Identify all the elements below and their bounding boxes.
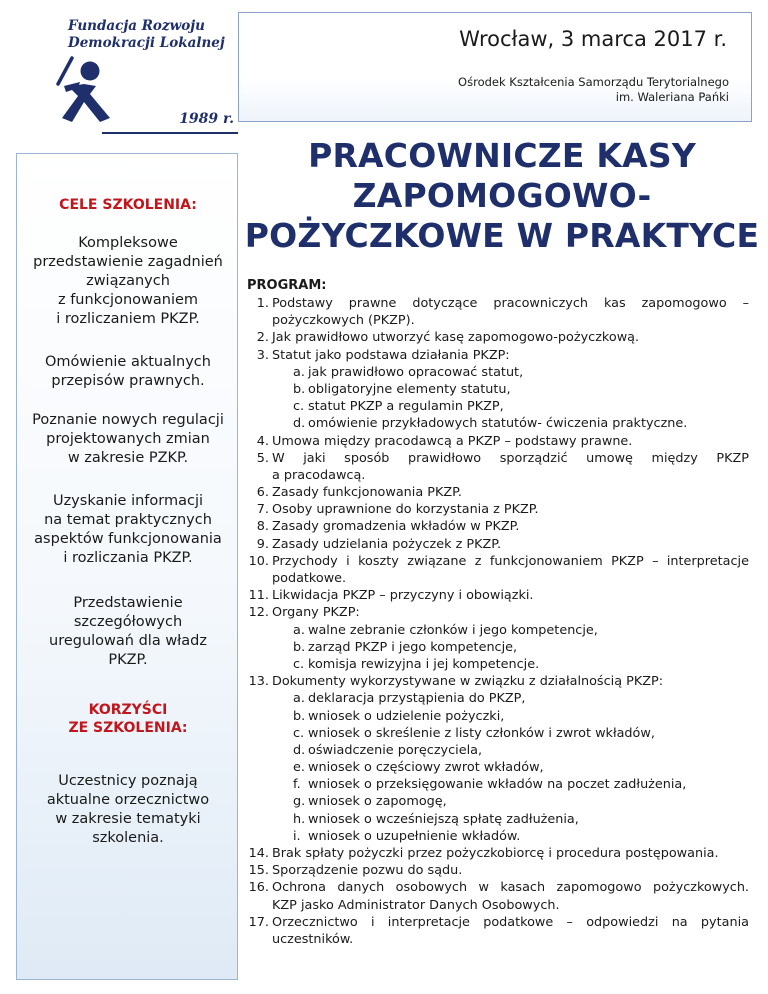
program-subitem-letter: d. (293, 416, 306, 432)
program-item-text: wniosek o udzielenie pożyczki, (308, 708, 505, 724)
program-heading: PROGRAM: (247, 278, 327, 293)
goal-2-line1: Omówienie aktualnych (45, 354, 211, 370)
benefit-1-line4: szkolenia. (92, 830, 164, 846)
program-item-number: 17. (248, 914, 269, 930)
program-item-number: 6. (256, 485, 269, 501)
logo-org-name (68, 18, 225, 52)
program-item-number: 3. (256, 347, 269, 363)
program-line (247, 587, 749, 604)
goal-5-line4: PKZP. (108, 652, 148, 668)
program-subitem-letter: f. (293, 777, 301, 793)
program-item-text: Ochrona danych osobowych w kasach zapomogowo pożyczkowych. (272, 880, 749, 896)
goal-3-line2: projektowanych zmian (46, 431, 210, 447)
goal-4-line3: aspektów funkcjonowania (34, 531, 222, 547)
program-subitem-letter: a. (293, 622, 305, 638)
program-item-text: a pracodawcą. (272, 467, 366, 483)
program-item-text: Zasady funkcjonowania PKZP. (272, 485, 462, 501)
program-line (247, 897, 749, 914)
logo-org-line2: Demokracji Lokalnej (68, 35, 225, 51)
goal-4-line4: i rozliczania PKZP. (63, 550, 193, 566)
program-line (247, 742, 749, 759)
program-line (247, 484, 749, 501)
benefit-1-line3: w zakresie tematyki (55, 811, 201, 827)
event-date: Wrocław, 3 marca 2017 r. (459, 27, 727, 51)
program-item-text: Sporządzenie pozwu do sądu. (272, 863, 463, 879)
running-figure-logo-icon (50, 56, 120, 124)
program-item-text: pożyczkowych (PKZP). (272, 313, 415, 329)
goal-4-line1: Uzyskanie informacji (52, 493, 204, 509)
program-line (247, 811, 749, 828)
program-item-text: Brak spłaty pożyczki przez pożyczkobiorcę i procedura postępowania. (272, 846, 719, 861)
program-subitem-letter: b. (293, 639, 306, 655)
program-item-number: 12. (248, 605, 269, 621)
goal-1-line1: Kompleksowe (78, 235, 178, 251)
sidebar-goals (16, 153, 238, 980)
program-subitem-letter: c. (293, 725, 305, 741)
program-line (247, 553, 749, 570)
program-item-text: Statut jako podstawa działania PKZP: (272, 347, 510, 363)
program-line (247, 708, 749, 725)
goal-1-line5: i rozliczaniem PKZP. (56, 311, 200, 327)
program-line (247, 415, 749, 432)
program-subitem-letter: b. (293, 708, 306, 724)
program-item-text: deklaracja przystąpienia do PKZP, (308, 691, 526, 707)
program-item-number: 2. (256, 330, 269, 346)
logo-divider (102, 132, 238, 134)
program-line (247, 536, 749, 553)
program-item-number: 7. (256, 502, 269, 518)
program-item-text: Organy PKZP: (272, 605, 360, 621)
program-item-text: oświadczenie poręczyciela, (308, 742, 483, 758)
program-item-number: 5. (256, 450, 269, 466)
benefits-heading-line1: KORZYŚCI (88, 702, 168, 718)
program-line (247, 828, 749, 845)
program-item-text: podatkowe. (272, 571, 347, 586)
program-line (247, 450, 749, 467)
program-item-text: Dokumenty wykorzystywane w związku z działalnością PKZP: (272, 674, 664, 690)
goal-3-line1: Poznanie nowych regulacji (32, 412, 224, 428)
program-line (247, 433, 749, 450)
program-item-text: Orzecznictwo i interpretacje podatkowe – odpowiedzi na pytania (272, 914, 749, 930)
program-line (247, 656, 749, 673)
program-item-text: Likwidacja PKZP – przyczyny i obowiązki. (272, 588, 534, 604)
program-item-text: omówienie przykładowych statutów- ćwiczenia praktyczne. (308, 416, 688, 432)
program-item-number: 15. (248, 863, 269, 879)
organizer (458, 75, 729, 105)
program-line (247, 518, 749, 535)
program-list (247, 295, 749, 948)
program-line (247, 639, 749, 656)
program-item-number: 14. (248, 846, 269, 861)
program-subitem-letter: c. (293, 399, 305, 415)
program-subitem-letter: d. (293, 742, 306, 758)
organizer-line2: im. Waleriana Pańki (615, 90, 729, 104)
title-line2: ZAPOMOGOWO- (352, 176, 652, 215)
program-line (247, 312, 749, 329)
program-subitem-letter: i. (293, 828, 301, 844)
program-item-text: statut PKZP a regulamin PKZP, (308, 399, 504, 415)
program-item-number: 4. (256, 433, 269, 449)
program-item-text: Przychody i koszty związane z funkcjonowaniem PKZP – interpretacje (272, 553, 749, 569)
benefit-1-line1: Uczestnicy poznają (58, 773, 198, 789)
program-item-text: obligatoryjne elementy statutu, (308, 381, 511, 397)
logo-year: 1989 r. (179, 111, 234, 127)
program-item-text: jak prawidłowo opracować statut, (308, 364, 524, 380)
goal-1-line3: związanych (86, 273, 170, 289)
program-line (247, 364, 749, 381)
program-line (247, 725, 749, 742)
goal-3-line3: w zakresie PZKP. (67, 450, 189, 466)
program-subitem-letter: g. (293, 794, 306, 810)
benefits-heading-line2: ZE SZKOLENIA: (68, 720, 188, 736)
program-item-number: 10. (248, 553, 269, 569)
program-item-number: 1. (256, 296, 269, 311)
program-subitem-letter: b. (293, 381, 306, 397)
program-line (247, 329, 749, 346)
program-item-number: 13. (248, 674, 269, 690)
program-item-number: 9. (256, 536, 269, 552)
program-item-number: 16. (248, 880, 269, 896)
program-item-text: uczestników. (272, 931, 354, 947)
program-line (247, 776, 749, 793)
program-line (247, 673, 749, 690)
foundation-logo (40, 12, 240, 137)
program-line (247, 622, 749, 639)
program-line (247, 381, 749, 398)
program-line (247, 862, 749, 879)
program-line (247, 570, 749, 587)
program-subitem-letter: a. (293, 364, 305, 380)
program-line (247, 690, 749, 707)
benefit-1-line2: aktualne orzecznictwo (46, 792, 210, 808)
program-line (247, 604, 749, 621)
program-item-number: 8. (256, 519, 269, 535)
program-line (247, 879, 749, 896)
program-item-text: wniosek o zapomogę, (308, 794, 447, 810)
goal-5-line2: szczegółowych (73, 614, 183, 630)
goal-5-line1: Przedstawienie (73, 595, 183, 611)
program-item-text: wniosek o skreślenie z listy członków i zwrot wkładów, (308, 725, 655, 741)
title-line3: POŻYCZKOWE W PRAKTYCE (244, 216, 760, 255)
program-item-text: W jaki sposób prawidłowo sporządzić umowę między PKZP (272, 450, 749, 466)
goal-1-line4: z funkcjonowaniem (57, 292, 199, 308)
program-item-text: Podstawy prawne dotyczące pracowniczych kas zapomogowo – (272, 296, 749, 311)
program-item-text: wniosek o częściowy zwrot wkładów, (308, 760, 544, 776)
program-item-text: Umowa między pracodawcą a PKZP – podstawy prawne. (272, 433, 633, 449)
program-item-text: wniosek o wcześniejszą spłatę zadłużenia, (308, 811, 579, 827)
program-subitem-letter: c. (293, 656, 305, 672)
program-line (247, 295, 749, 312)
program-item-text: KZP jasko Administrator Danych Osobowych. (272, 897, 560, 913)
program-item-text: Zasady gromadzenia wkładów w PKZP. (272, 519, 520, 535)
goal-1-line2: przedstawienie zagadnień (33, 254, 223, 270)
program-item-text: wniosek o przeksięgowanie wkładów na poczet zadłużenia, (308, 777, 687, 793)
header-box (238, 12, 752, 122)
program-item-number: 11. (248, 588, 269, 604)
program-line (247, 759, 749, 776)
program-subitem-letter: a. (293, 691, 305, 707)
program-item-text: Jak prawidłowo utworzyć kasę zapomogowo-pożyczkową. (272, 330, 640, 346)
program-item-text: wniosek o uzupełnienie wkładów. (308, 828, 521, 844)
program-item-text: komisja rewizyjna i jej kompetencje. (308, 656, 540, 672)
program-line (247, 914, 749, 931)
title-line1: PRACOWNICZE KASY (308, 136, 696, 175)
program-line (247, 347, 749, 364)
logo-org-line1: Fundacja Rozwoju (68, 18, 205, 34)
program-subitem-letter: e. (293, 760, 305, 776)
program-item-text: Osoby uprawnione do korzystania z PKZP. (272, 502, 539, 518)
organizer-line1: Ośrodek Kształcenia Samorządu Terytorialnego (458, 75, 729, 89)
goals-heading: CELE SZKOLENIA: (59, 197, 197, 213)
goal-2-line2: przepisów prawnych. (51, 373, 205, 389)
program-line (247, 501, 749, 518)
program-item-text: walne zebranie członków i jego kompetencje, (308, 622, 598, 638)
program-item-text: zarząd PKZP i jego kompetencje, (308, 639, 518, 655)
program-line (247, 931, 749, 948)
program-item-text: Zasady udzielania pożyczek z PKZP. (272, 536, 502, 552)
program-line (247, 398, 749, 415)
goal-5-line3: uregulowań dla władz (49, 633, 207, 649)
goal-4-line2: na temat praktycznych (44, 512, 212, 528)
page-title (244, 136, 760, 256)
program-line (247, 845, 749, 862)
program-line (247, 467, 749, 484)
program-line (247, 793, 749, 810)
program-subitem-letter: h. (293, 811, 306, 827)
